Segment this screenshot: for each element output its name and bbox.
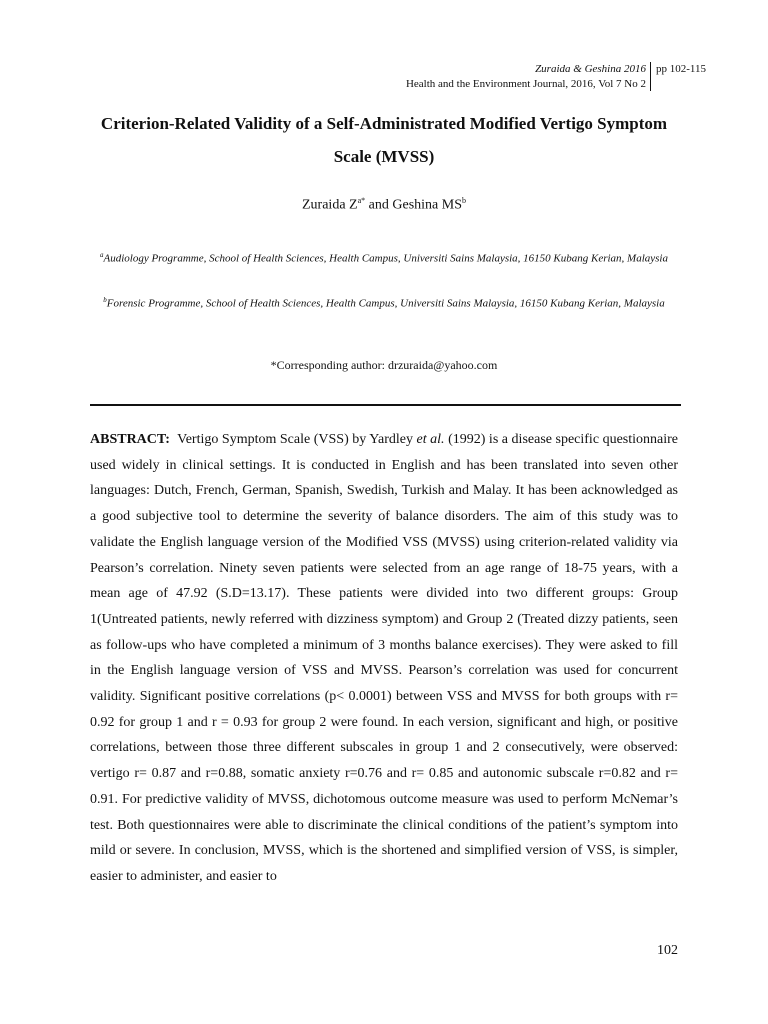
running-header (406, 62, 646, 92)
abstract-text-1: Vertigo Symptom Scale (VSS) by Yardley (177, 432, 417, 447)
author-2-marker: b (462, 196, 466, 205)
author-2: Geshina MS (392, 197, 462, 213)
section-divider (90, 404, 681, 406)
abstract-label: ABSTRACT: (90, 432, 170, 447)
abstract (90, 427, 678, 890)
header-divider (650, 62, 651, 91)
affiliation-a-text: Audiology Programme, School of Health Sciences, Health Campus, Universiti Sains Malaysia, 16150 Kubang Kerian, Malaysia (103, 252, 668, 265)
affiliation-a (90, 244, 678, 271)
affiliation-b (90, 289, 678, 316)
author-1-marker: a* (357, 196, 366, 205)
paper-title: Criterion-Related Validity of a Self-Administrated Modified Vertigo Symptom Scale (MVSS) (100, 114, 668, 166)
affiliation-b-marker: b (103, 296, 107, 304)
abstract-etal: et al. (416, 432, 445, 447)
author-line (90, 196, 678, 214)
header-citation: Zuraida & Geshina 2016 (535, 63, 646, 75)
page-number: 102 (657, 943, 678, 958)
affiliation-b-text: Forensic Programme, School of Health Sciences, Health Campus, Universiti Sains Malaysia, 16150 Kubang Kerian, Malaysia (106, 297, 665, 310)
header-journal: Health and the Environment Journal, 2016, Vol 7 No 2 (405, 78, 646, 90)
corresponding-author: *Corresponding author: drzuraida@yahoo.com (270, 358, 498, 372)
header-pages: pp 102-115 (656, 63, 707, 75)
author-conjunction: and (365, 197, 393, 213)
abstract-text-2: (1992) is a disease specific questionnaire used widely in clinical settings. It is conducted in English and has been translated into seven other languages: Dutch, French, German, Spanish, Swedish, Turkish and Malay. It has been acknowledged as a good subjective tool to determine the severity of balance disorders. The aim of this study was to validate the English language version of the Modified VSS (MVSS) using criterion-related validity via Pearson’s correlation. Ninety seven patients were selected from an age range of 18-75 years, with a mean age of 47.92 (S.D=13.17). These patients were divided into two different groups: Group 1(Untreated patients, newly referred with dizziness symptom) and Group 2 (Treated dizzy patients, seen as follow-ups who have completed a minimum of 3 months balance exercises). They were asked to fill in the English language version of VSS and MVSS. Pearson’s correlation was used for concurrent validity. Significant positive correlations (p< 0.0001) between VSS and MVSS for both groups with r= 0.92 for group 1 and r = 0.93 for group 2 were found. In each version, significant and high, or positive correlations, between those three different subscales in group 1 and 2 consecutively, were observed: vertigo r= 0.87 and r=0.88, somatic anxiety r=0.76 and r= 0.85 and autonomic subscale r=0.82 and r= 0.91. For predictive validity of MVSS, dichotomous outcome measure was used to perform McNemar’s test. Both questionnaires were able to discriminate the clinical conditions of the patient’s symptom into mild or severe. In conclusion, MVSS, which is the shortened and simplified version of VSS, is simpler, easier to administer, and easier to (90, 432, 678, 884)
affiliation-a-marker: a (99, 251, 104, 259)
author-1: Zuraida Z (302, 197, 358, 213)
